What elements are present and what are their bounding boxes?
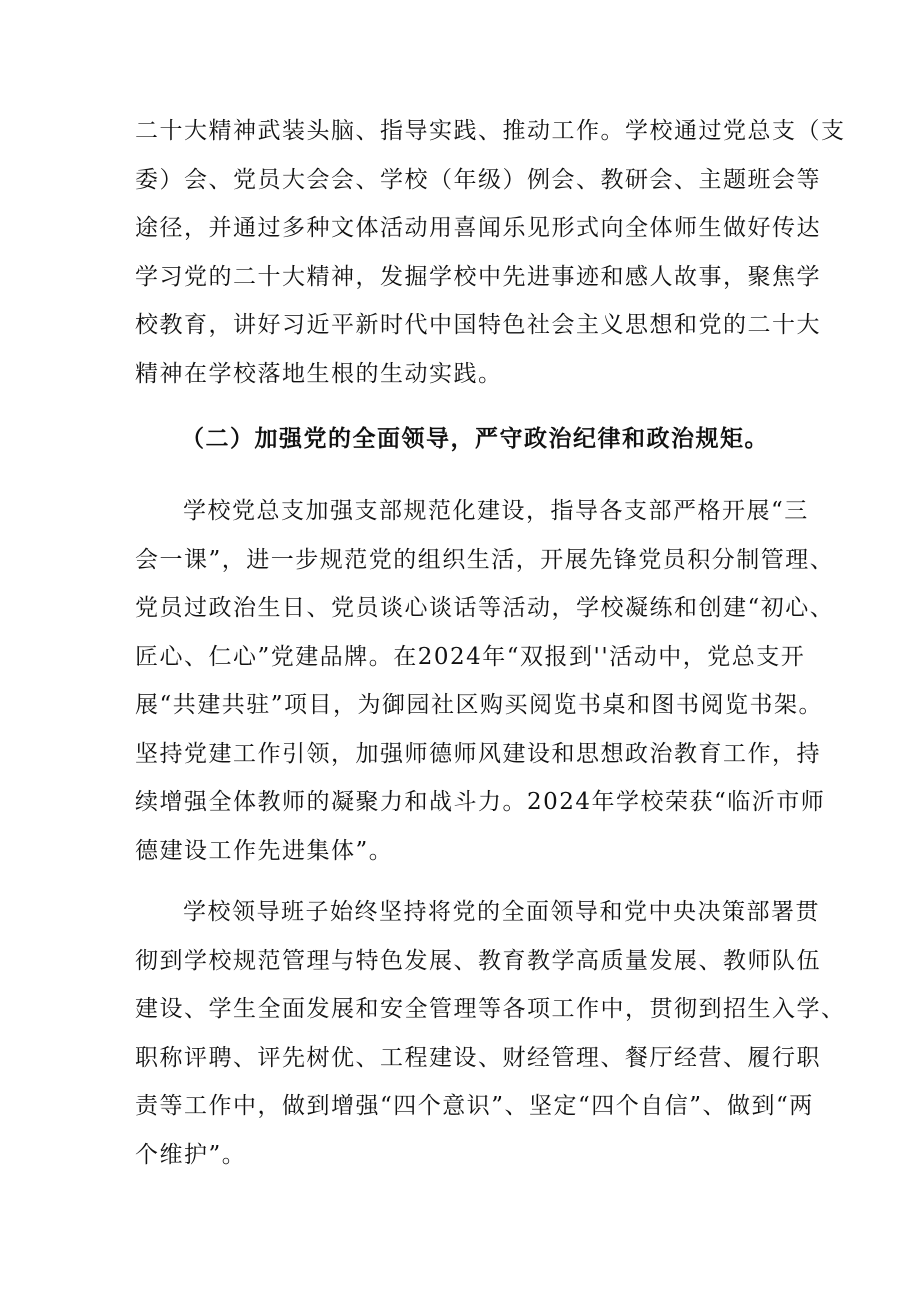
paragraph-line: 彻到学校规范管理与特色发展、教育教学高质量发展、教师队伍: [135, 947, 821, 974]
paragraph-3: [135, 888, 846, 1179]
paragraph-line: 展“共建共驻”项目，为御园社区购买阅览书桌和图书阅览书架。: [135, 692, 824, 718]
paragraph-line: 校教育，讲好习近平新时代中国特色社会主义思想和党的二十大: [135, 312, 821, 338]
section-heading: （二）加强党的全面领导，严守政治纪律和政治规矩。: [181, 426, 769, 452]
paragraph-line: 途径，并通过多种文体活动用喜闻乐见形式向全体师生做好传达: [135, 215, 821, 241]
paragraph-line: 学习党的二十大精神，发掘学校中先进事迹和感人故事，聚焦学: [135, 263, 821, 290]
paragraph-line: 匠心、仁心”党建品牌。在2024年“双报到''活动中，党总支开: [135, 643, 806, 670]
paragraph-line: 党员过政治生日、党员谈心谈话等活动，学校凝练和创建“初心、: [135, 595, 835, 621]
paragraph-line: 学校党总支加强支部规范化建设，指导各支部严格开展“三: [183, 498, 809, 524]
paragraph-line: 精神在学校落地生根的生动实践。: [135, 360, 503, 387]
paragraph-line: 二十大精神武装头脑、指导实践、推动工作。学校通过党总支（支: [135, 118, 846, 144]
paragraph-line: 建设、学生全面发展和安全管理等各项工作中，贯彻到招生入学、: [135, 996, 846, 1022]
paragraph-line: 坚持党建工作引领，加强师德师风建设和思想政治教育工作，持: [135, 740, 821, 767]
paragraph-line: 续增强全体教师的凝聚力和战斗力。2024年学校荣获“临沂市师: [135, 789, 826, 815]
paragraph-2: [135, 487, 835, 875]
paragraph-line: 德建设工作先进集体”。: [135, 837, 394, 864]
paragraph-line: 学校领导班子始终坚持将党的全面领导和党中央决策部署贯: [183, 899, 820, 925]
paragraph-line: 职称评聘、评先树优、工程建设、财经管理、餐厅经营、履行职: [135, 1044, 821, 1071]
paragraph-1: [135, 107, 846, 398]
paragraph-line: 责等工作中，做到增强“四个意识”、坚定“四个自信”、做到“两: [135, 1093, 814, 1119]
paragraph-line: 委）会、党员大会会、学校（年级）例会、教研会、主题班会等: [135, 166, 821, 193]
paragraph-line: 个维护”。: [135, 1141, 247, 1168]
paragraph-line: 会一课”，进一步规范党的组织生活，开展先锋党员积分制管理、: [135, 546, 835, 573]
